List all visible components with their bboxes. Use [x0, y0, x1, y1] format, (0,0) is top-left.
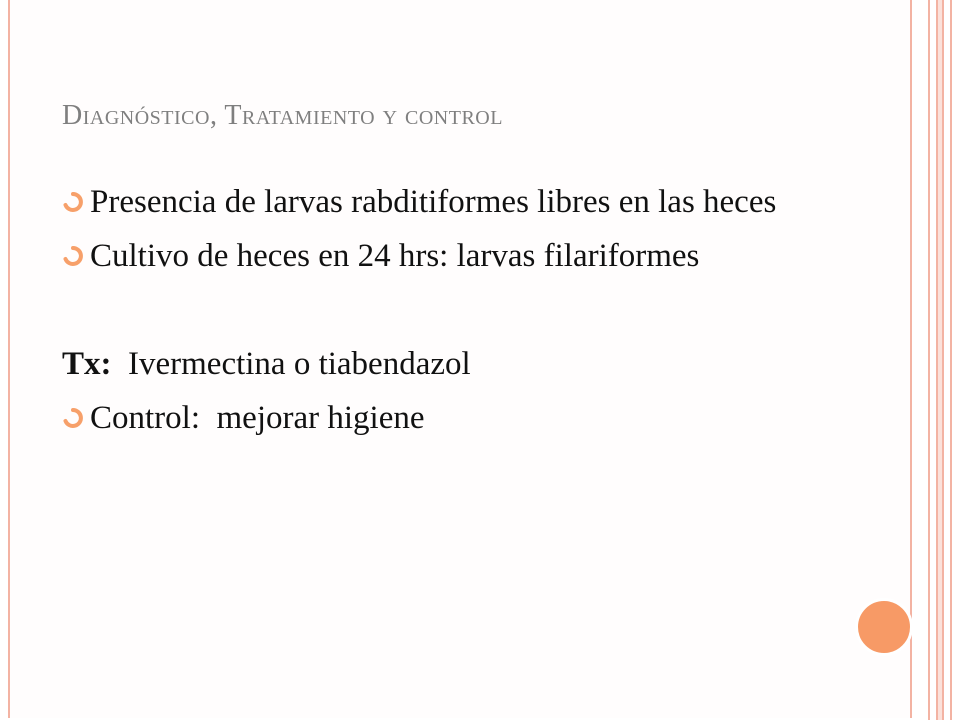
bullet-item: [62, 182, 842, 222]
bullet-item: [62, 236, 842, 276]
slide-title: Diagnóstico, Tratamiento y control: [62, 100, 503, 131]
bullet-ring-icon: [62, 407, 84, 429]
bullet-ring-icon: [62, 245, 84, 267]
treatment-text: Ivermectina o tiabendazol: [111, 346, 471, 382]
treatment-line: [62, 344, 842, 384]
bullet-ring-icon: [62, 191, 84, 213]
decorative-stripes: [918, 0, 960, 720]
treatment-label: Tx:: [62, 346, 112, 382]
slide-content: [62, 182, 842, 438]
orange-circle-icon: [855, 598, 913, 656]
control-text: Control: mejorar higiene: [90, 400, 425, 436]
bullet-text: Presencia de larvas rabditiformes libres en las heces: [90, 184, 777, 220]
bullet-item: [62, 398, 842, 438]
bullet-text: Cultivo de heces en 24 hrs: larvas filariformes: [90, 238, 700, 274]
